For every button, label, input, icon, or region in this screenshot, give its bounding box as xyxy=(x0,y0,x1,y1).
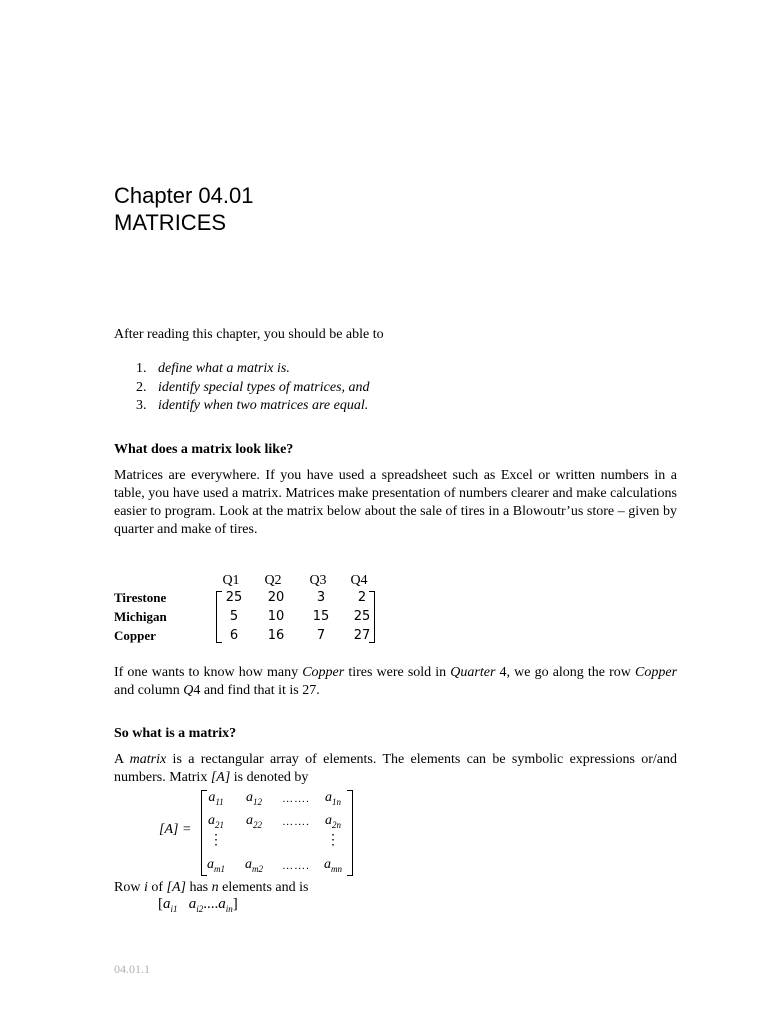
column-header: Q2 xyxy=(264,573,282,588)
objectives-list xyxy=(114,360,677,416)
definition-paragraph: A matrix is a rectangular array of elements. The elements can be symbolic expressions or/and numbers. Matrix [A] is denoted by xyxy=(114,752,677,785)
matrix-cell: 7 xyxy=(316,628,326,643)
matrix-element: $a_{22}$ xyxy=(246,813,262,830)
intro-text: After reading this chapter, you should be able to xyxy=(114,327,384,342)
matrix-cell: 27 xyxy=(353,628,371,643)
list-item: 1. define what a matrix is. xyxy=(136,361,290,376)
matrix-element: $a_{11}$ xyxy=(208,790,224,807)
vertical-dots: ⋮ xyxy=(209,833,223,848)
chapter-title: MATRICES xyxy=(114,210,227,235)
column-header: Q1 xyxy=(222,573,240,588)
section-heading-what-is-matrix: So what is a matrix? xyxy=(114,726,237,741)
row-label-michigan: Michigan xyxy=(114,609,167,624)
matrix-cell: 20 xyxy=(267,590,285,605)
matrix-cell: 25 xyxy=(225,590,243,605)
horizontal-dots: ……. xyxy=(282,860,310,872)
matrix-element: $a_{mn}$ xyxy=(324,857,342,874)
column-header: Q3 xyxy=(309,573,327,588)
matrix-cell: 5 xyxy=(229,609,239,624)
row-description: Row i of [A] has n elements and is xyxy=(114,880,309,895)
matrix-element: $a_{1n}$ xyxy=(325,790,341,807)
matrix-cell: 16 xyxy=(267,628,285,643)
matrix-element: $a_{12}$ xyxy=(246,790,262,807)
tire-sales-matrix xyxy=(114,572,414,644)
lookup-paragraph: If one wants to know how many Copper tires were sold in Quarter 4, we go along the row Copper and column Q4 and find that it is 27. xyxy=(114,665,678,698)
row-vector: [$a_{i1}$ $a_{i2}....a_{in}$] xyxy=(158,896,238,914)
matrix-element: $a_{m2}$ xyxy=(245,857,263,874)
matrix-cell: 15 xyxy=(312,609,330,624)
vertical-dots: ⋮ xyxy=(326,833,340,848)
row-label-copper: Copper xyxy=(114,628,156,643)
matrix-cell: 6 xyxy=(229,628,239,643)
matrix-lhs: [A] = xyxy=(159,822,192,837)
matrix-cell: 2 xyxy=(357,590,367,605)
matrix-element: $a_{21}$ xyxy=(208,813,224,830)
general-matrix xyxy=(154,786,414,878)
row-label-tirestone: Tirestone xyxy=(114,590,167,605)
right-bracket: ] xyxy=(232,896,238,912)
chapter-number: Chapter 04.01 xyxy=(114,183,254,208)
left-bracket: [ xyxy=(158,896,163,912)
section-paragraph: Matrices are everywhere. If you have used a spreadsheet such as Excel or written numbers in a table, you have used a matrix. Matrices make presentation of numbers clearer and make calculations easier to program. Look at the matrix below about the sale of tires in a Blowoutr’us store – given by quarter and make of tires. xyxy=(114,468,677,537)
document-page xyxy=(114,0,677,1024)
horizontal-dots: ……. xyxy=(282,793,310,805)
page-number: 04.01.1 xyxy=(114,962,150,976)
list-item: 2. identify special types of matrices, and xyxy=(136,379,370,395)
horizontal-dots: ……. xyxy=(282,816,310,828)
list-item: 3. identify when two matrices are equal. xyxy=(136,398,369,413)
matrix-cell: 25 xyxy=(353,609,371,624)
matrix-cell: 10 xyxy=(267,609,285,624)
column-header: Q4 xyxy=(350,573,368,588)
matrix-cell: 3 xyxy=(316,590,326,605)
matrix-element: $a_{2n}$ xyxy=(325,813,341,830)
section-heading-matrix-look: What does a matrix look like? xyxy=(114,442,294,457)
matrix-element: $a_{m1}$ xyxy=(207,857,225,874)
